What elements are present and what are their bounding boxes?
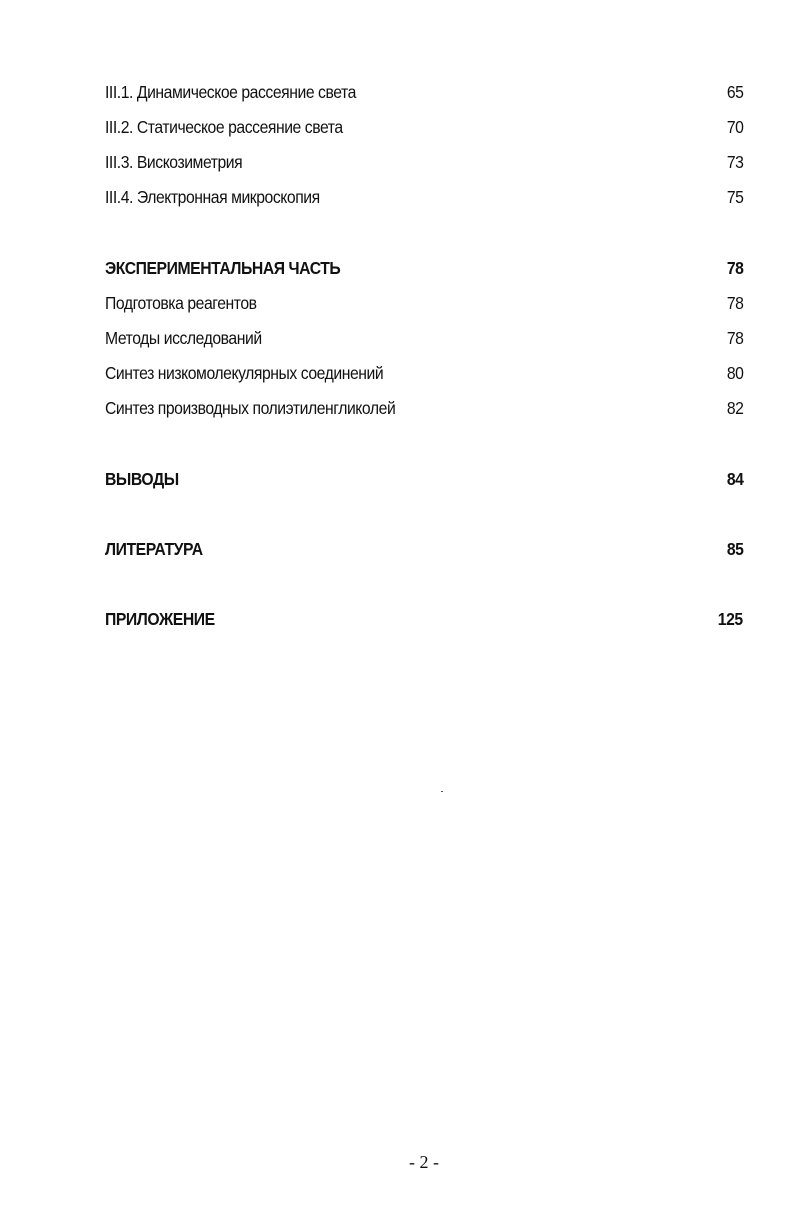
toc-entry-3-1 xyxy=(105,79,743,105)
toc-entry-synthesis-low-molecular xyxy=(105,360,743,386)
toc-heading-appendix xyxy=(105,606,743,632)
toc-entry-title: Синтез низкомолекулярных соединений xyxy=(105,363,384,383)
toc-heading-page: 85 xyxy=(726,539,743,559)
toc-entry-title: III.2. Статическое рассеяние света xyxy=(105,117,343,137)
toc-heading-page: 84 xyxy=(726,469,743,489)
toc-entry-reagents xyxy=(105,290,743,316)
toc-heading-conclusions xyxy=(105,466,743,492)
toc-entry-methods xyxy=(105,325,743,351)
scan-artifact-dot xyxy=(441,791,443,792)
page-number: - 2 - xyxy=(409,1152,439,1172)
toc-entry-title: III.1. Динамическое рассеяние света xyxy=(105,82,356,102)
toc-entry-title: III.3. Вискозиметрия xyxy=(105,152,243,172)
toc-heading-page: 125 xyxy=(718,609,743,629)
toc-entry-page: 75 xyxy=(726,187,743,207)
toc-entry-3-4 xyxy=(105,184,743,210)
toc-entry-3-2 xyxy=(105,114,743,140)
toc-entry-title: Синтез производных полиэтиленгликолей xyxy=(105,398,396,418)
toc-entry-page: 78 xyxy=(726,293,743,313)
toc-heading-title: ВЫВОДЫ xyxy=(105,469,179,489)
toc-heading-literature xyxy=(105,536,743,562)
toc-entry-3-3 xyxy=(105,149,743,175)
toc-heading-page: 78 xyxy=(726,258,743,278)
toc-entry-page: 80 xyxy=(726,363,743,383)
toc-entry-page: 82 xyxy=(726,398,743,418)
toc-entry-synthesis-peg xyxy=(105,395,743,421)
toc-heading-title: ПРИЛОЖЕНИЕ xyxy=(105,609,215,629)
toc-heading-title: ЛИТЕРАТУРА xyxy=(105,539,203,559)
toc-entry-page: 65 xyxy=(726,82,743,102)
toc-heading-experimental xyxy=(105,255,743,281)
toc-entry-page: 78 xyxy=(726,328,743,348)
toc-entry-title: Методы исследований xyxy=(105,328,262,348)
toc-entry-title: Подготовка реагентов xyxy=(105,293,257,313)
toc-heading-title: ЭКСПЕРИМЕНТАЛЬНАЯ ЧАСТЬ xyxy=(105,258,341,278)
toc-entry-page: 73 xyxy=(726,152,743,172)
toc-entry-page: 70 xyxy=(726,117,743,137)
toc-entry-title: III.4. Электронная микроскопия xyxy=(105,187,320,207)
